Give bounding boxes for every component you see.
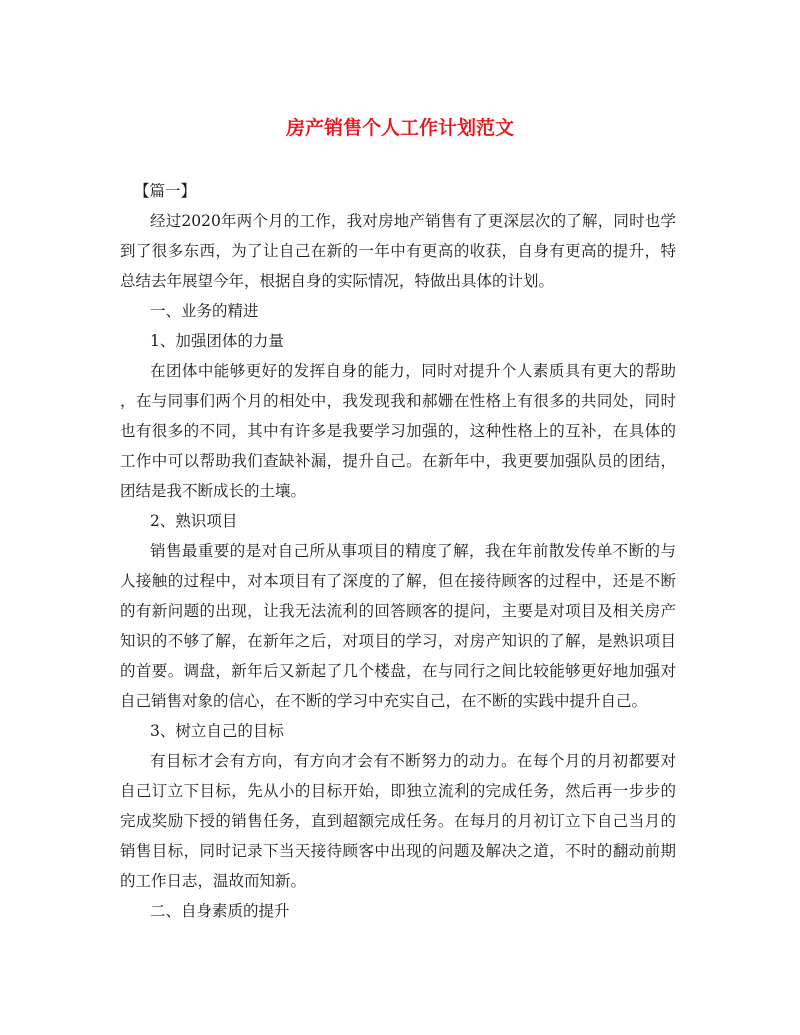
document-title: 房产销售个人工作计划范文 — [285, 117, 514, 139]
paragraph-line: 销售最重要的是对自己所从事项目的精度了解，我在年前散发传单不断的与 — [150, 542, 676, 560]
paragraph-line: 在团体中能够更好的发挥自身的能力，同时对提升个人素质具有更大的帮助 — [150, 362, 676, 380]
section-heading: 一、业务的精进 — [150, 302, 259, 320]
paragraph-line: 到了很多东西，为了让自己在新的一年中有更高的收获，自身有更高的提升，特 — [120, 242, 676, 260]
paragraph-line: 团结是我不断成长的土壤。 — [120, 482, 307, 500]
paragraph-line: ，在与同事们两个月的相处中，我发现我和郝姗在性格上有很多的共同处，同时 — [120, 392, 676, 410]
paragraph-line: 有目标才会有方向，有方向才会有不断努力的动力。在每个月的月初都要对 — [150, 752, 676, 770]
subsection-heading: 2、熟识项目 — [150, 512, 238, 530]
paragraph-line: 销售目标，同时记录下当天接待顾客中出现的问题及解决之道，不时的翻动前期 — [120, 842, 676, 860]
document-body — [120, 176, 676, 926]
subsection-heading: 1、加强团体的力量 — [150, 332, 284, 350]
paragraph-line: 的工作日志，温故而知新。 — [120, 872, 307, 890]
paragraph-line: 也有很多的不同，其中有许多是我要学习加强的，这种性格上的互补，在具体的 — [120, 422, 676, 440]
subsection-heading: 3、树立自己的目标 — [150, 722, 284, 740]
section-label-part-one: 【篇一】 — [134, 182, 197, 200]
paragraph-line: 的有新问题的出现，让我无法流利的回答顾客的提问，主要是对项目及相关房产 — [120, 602, 676, 620]
paragraph-line: 知识的不够了解，在新年之后，对项目的学习，对房产知识的了解，是熟识项目 — [120, 632, 676, 650]
paragraph-line: 的首要。调盘，新年后又新起了几个楼盘，在与同行之间比较能够更好地加强对 — [120, 662, 676, 680]
paragraph-line: 人接触的过程中，对本项目有了深度的了解，但在接待顾客的过程中，还是不断 — [120, 572, 676, 590]
section-heading: 二、自身素质的提升 — [150, 902, 290, 920]
paragraph-line: 总结去年展望今年，根据自身的实际情况，特做出具体的计划。 — [120, 272, 555, 290]
paragraph-line: 经过2020年两个月的工作，我对房地产销售有了更深层次的了解，同时也学 — [150, 212, 676, 230]
paragraph-line: 工作中可以帮助我们查缺补漏，提升自己。在新年中，我更要加强队员的团结， — [120, 452, 676, 470]
paragraph-line: 自己订立下目标，先从小的目标开始，即独立流利的完成任务，然后再一步步的 — [120, 782, 676, 800]
paragraph-line: 完成奖励下授的销售任务，直到超额完成任务。在每月的月初订立下自己当月的 — [120, 812, 676, 830]
paragraph-line: 自己销售对象的信心，在不断的学习中充实自己，在不断的实践中提升自己。 — [120, 692, 648, 710]
